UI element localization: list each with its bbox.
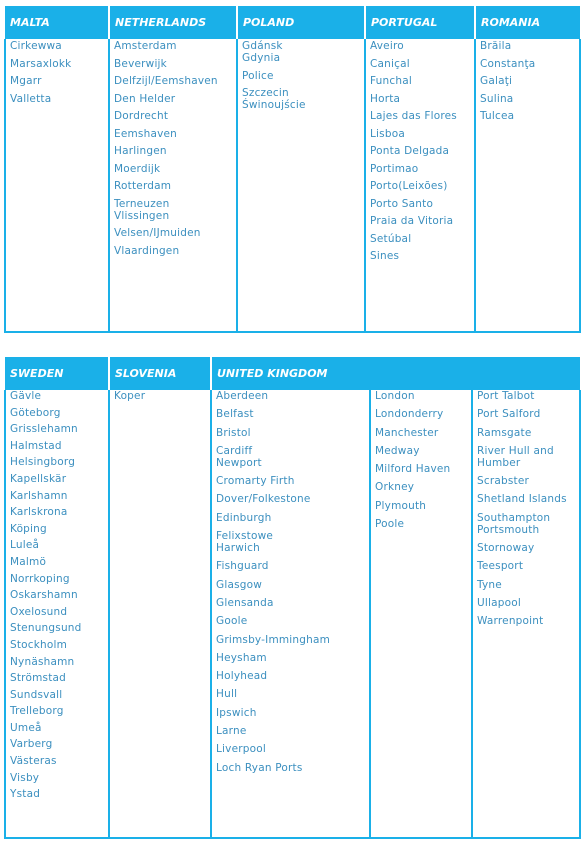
port-name: Valletta — [10, 92, 52, 105]
netherlands-ports-cell — [109, 39, 237, 332]
port-name: Vlaardingen — [114, 244, 180, 257]
port-name: Edinburgh — [216, 511, 272, 524]
port-name: Moerdijk — [114, 162, 161, 175]
port-name: Teesport — [477, 560, 524, 573]
header-row — [5, 6, 580, 39]
port-name: Dordrecht — [114, 110, 169, 122]
uk-ports-cell-3 — [472, 390, 580, 838]
port-name: Koper — [114, 390, 146, 402]
port-name: Poole — [375, 518, 405, 531]
uk-ports-cell-2 — [370, 390, 472, 838]
port-name: Lajes das Flores — [370, 110, 457, 122]
port-name: Goole — [216, 615, 248, 628]
port-name: Grisslehamn — [10, 423, 78, 436]
header-sweden: SWEDEN — [5, 357, 109, 390]
port-name: Scrabster — [477, 475, 530, 488]
port-name: Orkney — [375, 481, 415, 494]
port-name: Aberdeen — [216, 390, 269, 402]
port-name: Malmö — [10, 555, 47, 568]
poland-ports-list — [242, 40, 360, 111]
port-name: Gävle — [10, 390, 42, 402]
port-name: Ullapool — [477, 596, 521, 609]
port-name: Port Salford — [477, 408, 541, 421]
port-name: Medway — [375, 444, 420, 457]
port-name: Amsterdam — [114, 40, 177, 52]
port-name: Fishguard — [216, 560, 269, 573]
port-name: Caniçal — [370, 57, 410, 70]
port-name: Oskarshamn — [10, 589, 78, 602]
port-name: Belfast — [216, 408, 254, 421]
sweden-ports-cell — [5, 390, 109, 838]
port-name: Oxelosund — [10, 605, 68, 618]
port-name: Helsingborg — [10, 456, 76, 469]
uk-ports-list-2 — [375, 390, 467, 530]
port-name: Göteborg — [10, 406, 61, 419]
sweden-ports-list — [10, 390, 104, 800]
port-name: Umeå — [10, 721, 42, 734]
poland-ports-cell — [237, 39, 365, 332]
header-romania: ROMANIA — [475, 6, 580, 39]
port-name: Stenungsund — [10, 622, 82, 635]
port-name: Liverpool — [216, 743, 266, 756]
slovenia-ports-list — [114, 390, 206, 402]
port-name: Ponta Delgada — [370, 145, 450, 157]
port-name: Rotterdam — [114, 180, 172, 192]
port-name: Portimao — [370, 162, 419, 175]
port-name: Ipswich — [216, 706, 257, 719]
port-name: Glasgow — [216, 578, 263, 591]
port-name: Cirkewwa — [10, 40, 62, 52]
port-name: Galaţi — [480, 75, 513, 87]
ports-row — [5, 390, 580, 838]
port-name: Marsaxlokk — [10, 57, 72, 70]
port-name: Ystad — [10, 788, 41, 801]
port-name: Strömstad — [10, 672, 67, 685]
portugal-ports-list — [370, 40, 470, 262]
port-name: Police — [242, 69, 274, 82]
uk-ports-cell-1 — [211, 390, 370, 838]
port-name: Funchal — [370, 75, 412, 87]
port-name: Milford Haven — [375, 463, 451, 476]
port-name: Praia da Vitoria — [370, 215, 454, 227]
port-name: Den Helder — [114, 92, 176, 105]
port-name: Eemshaven — [114, 127, 178, 140]
uk-ports-list-1 — [216, 390, 365, 774]
port-name: Port Talbot — [477, 390, 535, 402]
romania-ports-list — [480, 40, 575, 122]
ports-table-top — [4, 6, 581, 333]
port-name: Kapellskär — [10, 472, 67, 485]
header-portugal: PORTUGAL — [365, 6, 475, 39]
port-name: Londonderry — [375, 408, 444, 421]
port-name: Aveiro — [370, 40, 404, 52]
port-name: Grimsby-Immingham — [216, 633, 331, 646]
port-name: Stockholm — [10, 638, 68, 651]
port-name: Heysham — [216, 651, 267, 664]
netherlands-ports-list — [114, 40, 232, 257]
port-name: Harlingen — [114, 145, 167, 157]
port-name: Porto(Leixões) — [370, 180, 448, 192]
port-name: Lisboa — [370, 127, 405, 140]
port-name: Terneuzen Vlissingen — [114, 197, 170, 222]
port-name: Plymouth — [375, 499, 427, 512]
port-name: Sines — [370, 250, 400, 262]
port-name: Constanţa — [480, 57, 536, 70]
port-name: Holyhead — [216, 670, 268, 683]
port-name: Trelleborg — [10, 705, 64, 718]
port-name: River Hull and Humber — [477, 444, 554, 469]
ports-table-bottom — [4, 357, 581, 839]
port-name: Dover/Folkestone — [216, 493, 311, 506]
port-name: Brăila — [480, 40, 512, 52]
port-name: Velsen/IJmuiden — [114, 227, 201, 239]
port-name: Porto Santo — [370, 197, 434, 210]
port-name: Southampton Portsmouth — [477, 511, 551, 536]
port-name: Cromarty Firth — [216, 475, 295, 488]
malta-ports-list — [10, 40, 104, 105]
port-name: Norrkoping — [10, 572, 70, 585]
port-name: Bristol — [216, 426, 251, 439]
port-name: Mgarr — [10, 75, 42, 87]
uk-ports-list-3 — [477, 390, 575, 627]
header-slovenia: SLOVENIA — [109, 357, 211, 390]
port-name: Gdánsk Gdynia — [242, 40, 283, 64]
header-poland: POLAND — [237, 6, 365, 39]
port-name: Luleå — [10, 539, 40, 552]
romania-ports-cell — [475, 39, 580, 332]
port-name: Horta — [370, 92, 401, 105]
port-name: London — [375, 390, 415, 402]
port-name: Glensanda — [216, 596, 274, 609]
malta-ports-cell — [5, 39, 109, 332]
port-name: Tyne — [477, 578, 502, 591]
port-name: Felixstowe Harwich — [216, 530, 274, 555]
port-name: Warrenpoint — [477, 615, 544, 628]
port-name: Köping — [10, 522, 47, 535]
header-malta: MALTA — [5, 6, 109, 39]
port-name: Loch Ryan Ports — [216, 761, 303, 774]
port-name: Visby — [10, 771, 40, 784]
portugal-ports-cell — [365, 39, 475, 332]
port-name: Manchester — [375, 426, 439, 439]
header-netherlands: NETHERLANDS — [109, 6, 237, 39]
port-name: Karlshamn — [10, 489, 68, 502]
port-name: Ramsgate — [477, 426, 532, 439]
header-united-kingdom: UNITED KINGDOM — [211, 357, 580, 390]
port-name: Cardiff Newport — [216, 444, 262, 469]
port-name: Setúbal — [370, 232, 412, 245]
slovenia-ports-cell — [109, 390, 211, 838]
port-name: Larne — [216, 725, 247, 738]
port-name: Szczecin Świnoujście — [242, 87, 306, 111]
port-name: Karlskrona — [10, 506, 68, 519]
port-name: Tulcea — [480, 110, 515, 122]
port-name: Varberg — [10, 738, 53, 751]
port-name: Nynäshamn — [10, 655, 75, 668]
port-name: Stornoway — [477, 542, 535, 555]
port-name: Sulina — [480, 92, 514, 105]
port-name: Halmstad — [10, 439, 62, 452]
port-name: Beverwijk — [114, 57, 167, 70]
port-name: Sundsvall — [10, 688, 63, 701]
port-name: Västeras — [10, 755, 57, 768]
port-name: Shetland Islands — [477, 493, 567, 506]
port-name: Hull — [216, 688, 238, 701]
ports-row — [5, 39, 580, 332]
header-row — [5, 357, 580, 390]
port-name: Delfzijl/Eemshaven — [114, 75, 218, 87]
